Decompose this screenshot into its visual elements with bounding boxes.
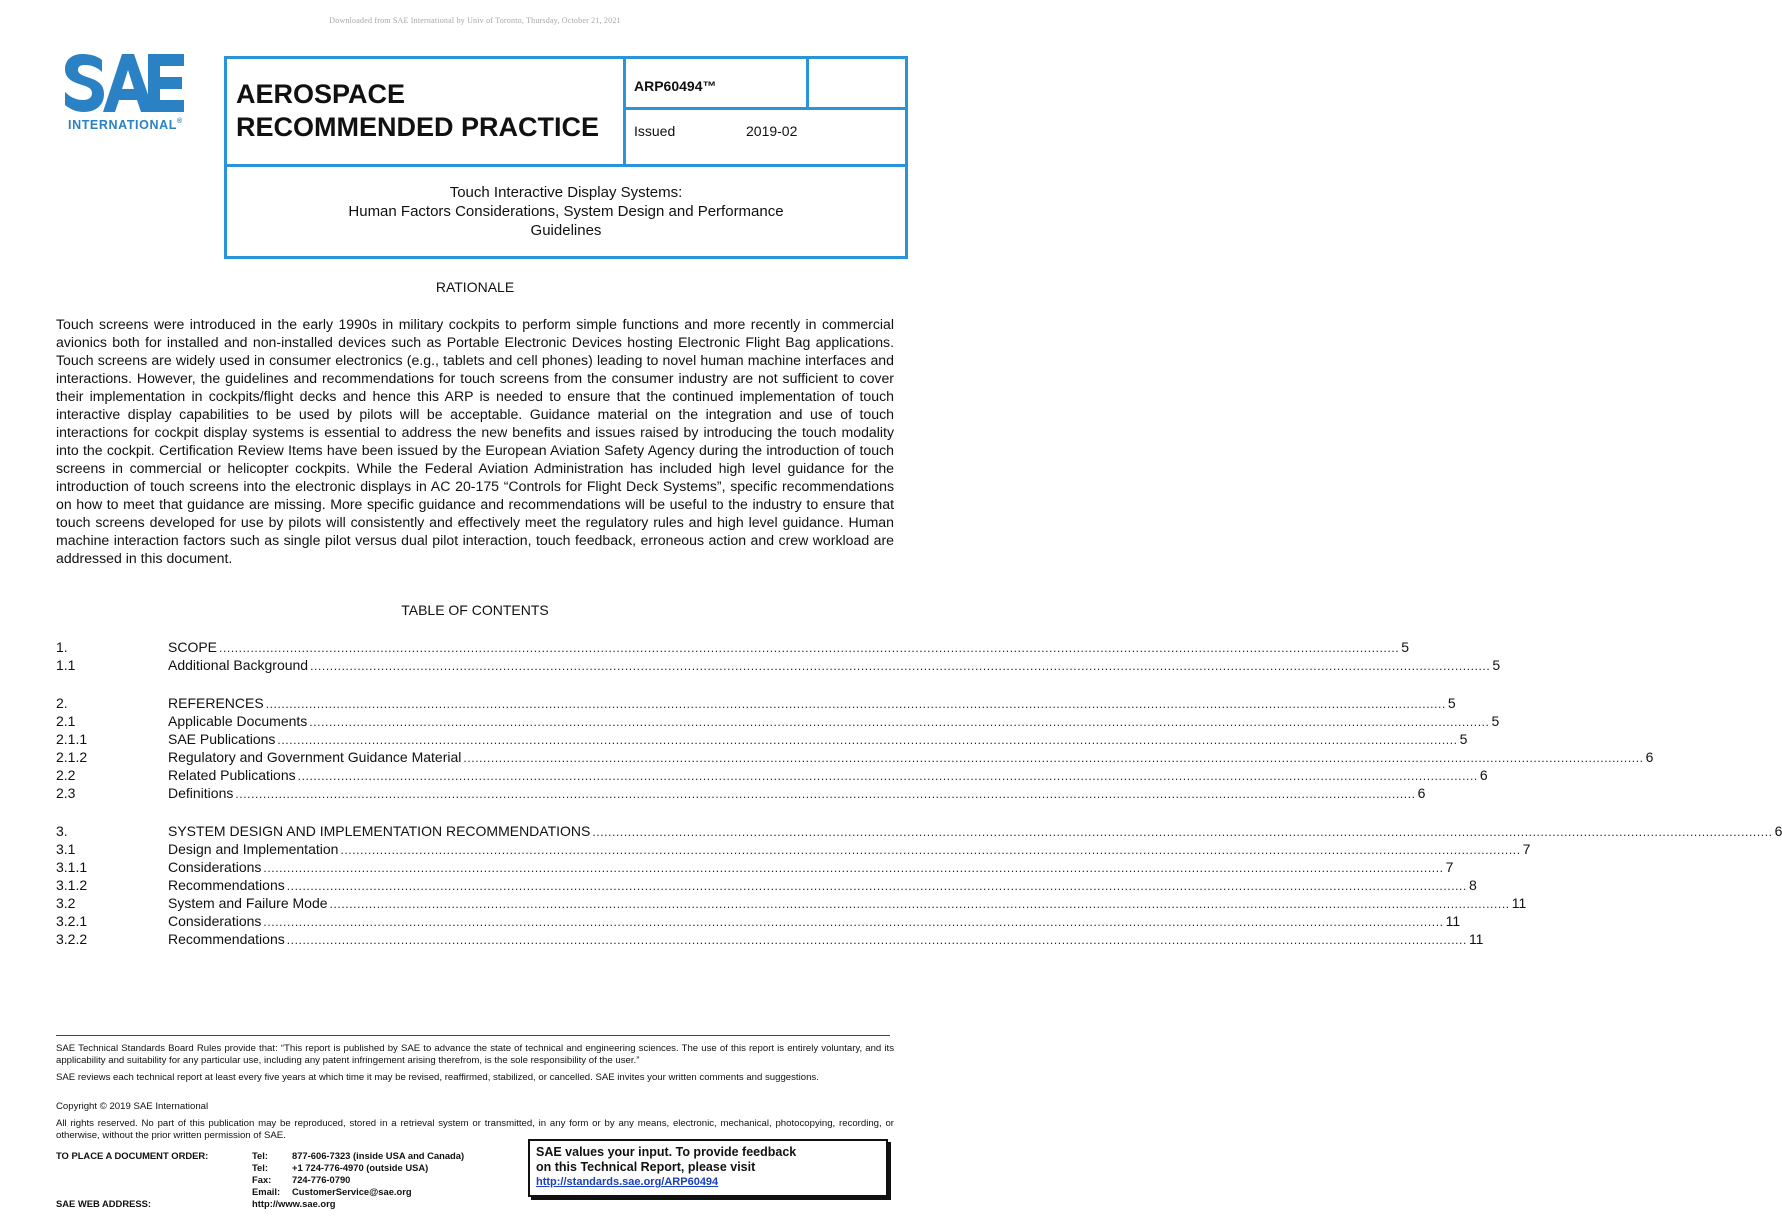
fax-label: Fax: [252,1174,272,1185]
toc-entry-title: Recommendations [168,931,285,947]
toc-entry[interactable] [56,822,1782,840]
toc-entry[interactable] [56,748,1654,766]
toc-leader-dots: ............................................................................................................................................................................................................................................................................................................ [277,733,1458,747]
toc-entry-page: 11 [1511,895,1527,911]
toc-entry-page: 7 [1522,841,1531,857]
toc-leader-dots: ............................................................................................................................................................................................................................................................................................................ [463,751,1644,765]
toc-entry-page: 5 [1492,657,1501,673]
toc-entry-number: 3.2.1 [56,913,88,929]
toc-entry[interactable] [56,766,1488,784]
feedback-line-2: on this Technical Report, please visit [536,1160,756,1174]
toc-entry-title: System and Failure Mode [168,895,328,911]
toc-entry-title: REFERENCES [168,695,264,711]
toc-leader-dots: ............................................................................................................................................................................................................................................................................................................ [286,879,1467,893]
toc-entry-title: SCOPE [168,639,218,655]
toc-entry[interactable] [56,930,1484,948]
feedback-box [528,1139,888,1197]
rationale-text: Touch screens were introduced in the early 1990s in military cockpits to perform simple functions and more recently in commercial avionics both for installed and non-installed devices such as Portable Electronic Devices hosting Electronic Flight Bag applications. Touch screens are widely used in consumer electronics (e.g., tablets and cell phones) leading to novel human machine interfaces and interactions. However, the guidelines and recommendations for touch screens from the consumer industry are not sufficient to cover their implementation in cockpits/flight decks and hence this ARP is needed to ensure that the continued implementation of touch interactive display capabilities to be used by pilots will be acceptable. Guidance material on the integration and use of touch interactions for cockpit display systems is essential to address the new benefits and issues raised by introducing the touch modality into the cockpit. Certification Review Items have been issued by the European Aviation Safety Agency during the introduction of touch screens in commercial or helicopter cockpits. While the Federal Aviation Administration has included high level guidance for the introduction of touch screens into the electronic displays in AC 20-175 “Controls for Flight Deck Systems”, specific recommendations on how to meet that guidance are missing. More specific guidance and recommendations will be useful to the industry to ensure that touch screens developed for use by pilots will consistently and effectively meet the regulatory rules and high level guidance. Human machine interaction factors such as single pilot versus dual pilot interaction, touch feedback, erroneous action and crew workload are addressed in this document. [56,316,894,566]
toc-entry[interactable] [56,712,1500,730]
tel-label: Tel: [252,1150,268,1161]
sae-logo [62,52,192,138]
toc-entry[interactable] [56,858,1454,876]
toc-entry-page: 5 [1447,695,1456,711]
footer-divider [56,1035,890,1036]
email-label: Email: [252,1186,281,1197]
toc-entry-number: 3. [56,823,68,839]
issued-label: Issued [634,123,676,139]
toc-entry[interactable] [56,912,1461,930]
toc-leader-dots: ............................................................................................................................................................................................................................................................................................................ [263,861,1444,875]
toc-leader-dots: ............................................................................................................................................................................................................................................................................................................ [263,915,1444,929]
toc-entry-number: 3.2.2 [56,931,88,947]
toc-leader-dots: ............................................................................................................................................................................................................................................................................................................ [265,697,1446,711]
tel-usa: 877-606-7323 (inside USA and Canada) [292,1150,465,1161]
toc-entry-page: 5 [1491,713,1500,729]
toc-spacer [56,674,882,694]
toc-entry-number: 2.2 [56,767,76,783]
toc-entry-page: 8 [1468,877,1477,893]
sae-wordmark-graphic [62,52,186,116]
toc-leader-dots: ............................................................................................................................................................................................................................................................................................................ [297,769,1478,783]
web-address[interactable]: http://www.sae.org [252,1198,336,1209]
rationale-heading: RATIONALE [435,279,515,295]
toc-entry-title: Design and Implementation [168,841,339,857]
toc-entry-page: 6 [1645,749,1654,765]
toc-entry[interactable] [56,894,1527,912]
toc-entry-page: 5 [1401,639,1410,655]
toc-leader-dots: ............................................................................................................................................................................................................................................................................................................ [286,933,1467,947]
doc-number: ARP60494™ [634,78,717,94]
toc-entry-number: 2.1.2 [56,749,88,765]
issued-date: 2019-02 [746,123,798,139]
toc-entry-number: 1.1 [56,657,76,673]
review-policy: SAE reviews each technical report at least every five years at which time it may be revised, reaffirmed, stabilized, or cancelled. SAE invites your written comments and suggestions. [56,1072,819,1083]
download-notice: Downloaded from SAE International by Univ of Toronto, Thursday, October 21, 2021 [329,16,621,25]
toc-heading: TABLE OF CONTENTS [401,602,549,618]
toc-entry-number: 1. [56,639,68,655]
toc-leader-dots: ............................................................................................................................................................................................................................................................................................................ [219,641,1400,655]
toc-entry-number: 3.1 [56,841,76,857]
toc-entry-title: Additional Background [168,657,309,673]
toc-entry-number: 2.3 [56,785,76,801]
copyright: Copyright © 2019 SAE International [56,1101,209,1112]
fax-number: 724-776-0790 [292,1174,351,1185]
table-of-contents [56,638,1782,948]
toc-leader-dots: ............................................................................................................................................................................................................................................................................................................ [329,897,1510,911]
toc-spacer [56,802,882,822]
email-address[interactable]: CustomerService@sae.org [292,1186,412,1197]
tel-label: Tel: [252,1162,268,1173]
toc-leader-dots: ............................................................................................................................................................................................................................................................................................................ [340,843,1521,857]
toc-entry-title: SAE Publications [168,731,276,747]
rights-notice: All rights reserved. No part of this publication may be reproduced, stored in a retrieval system or transmitted, in any form or by any means, electronic, mechanical, photocopying, recording, or otherwise, without the prior written permission of SAE. [56,1118,894,1141]
feedback-line-1: SAE values your input. To provide feedback [536,1145,797,1159]
tel-intl: +1 724-776-4970 (outside USA) [292,1162,429,1173]
toc-leader-dots: ............................................................................................................................................................................................................................................................................................................ [310,659,1491,673]
toc-entry-page: 6 [1774,823,1782,839]
order-label: TO PLACE A DOCUMENT ORDER: [56,1150,209,1161]
toc-entry-title: Recommendations [168,877,285,893]
toc-entry-title: Definitions [168,785,234,801]
toc-entry-title: Related Publications [168,767,296,783]
toc-entry-page: 11 [1468,931,1484,947]
toc-entry-number: 2. [56,695,68,711]
board-rules: SAE Technical Standards Board Rules provide that: “This report is published by SAE to advance the state of technical and engineering sciences. The use of this report is entirely voluntary, and its applicability and suitability for any particular use, including any patent infringement arising therefrom, is the sole responsibility of the user.” [56,1043,894,1066]
toc-entry-title: Considerations [168,859,262,875]
web-label: SAE WEB ADDRESS: [56,1198,151,1209]
toc-entry[interactable] [56,730,1468,748]
toc-leader-dots: ............................................................................................................................................................................................................................................................................................................ [592,825,1773,839]
toc-entry-page: 5 [1459,731,1468,747]
toc-leader-dots: ............................................................................................................................................................................................................................................................................................................ [309,715,1490,729]
toc-entry[interactable] [56,840,1531,858]
order-contact [56,1150,464,1210]
toc-entry-number: 3.1.1 [56,859,88,875]
toc-entry-number: 2.1 [56,713,76,729]
toc-entry-title: SYSTEM DESIGN AND IMPLEMENTATION RECOMMENDATIONS [168,823,591,839]
toc-entry-title: Applicable Documents [168,713,308,729]
toc-entry-title: Considerations [168,913,262,929]
toc-entry-page: 6 [1417,785,1426,801]
toc-entry-page: 7 [1445,859,1454,875]
toc-entry[interactable] [56,876,1477,894]
toc-entry-number: 3.2 [56,895,76,911]
toc-entry-title: Regulatory and Government Guidance Material [168,749,462,765]
toc-entry-number: 2.1.1 [56,731,88,747]
toc-entry[interactable] [56,784,1426,802]
logo-subtext: INTERNATIONAL® [68,118,183,132]
toc-entry[interactable] [56,656,1501,674]
document-title: Touch Interactive Display Systems: Human Factors Considerations, System Design and Performance Guidelines [348,184,784,239]
toc-leader-dots: ............................................................................................................................................................................................................................................................................................................ [235,787,1416,801]
feedback-link[interactable]: http://standards.sae.org/ARP60494 [536,1176,719,1188]
toc-entry-page: 11 [1445,913,1461,929]
toc-entry-number: 3.1.2 [56,877,88,893]
toc-entry[interactable] [56,694,1456,712]
toc-entry-page: 6 [1479,767,1488,783]
doc-type: AEROSPACE RECOMMENDED PRACTICE [236,79,600,142]
toc-entry[interactable] [56,638,1410,656]
